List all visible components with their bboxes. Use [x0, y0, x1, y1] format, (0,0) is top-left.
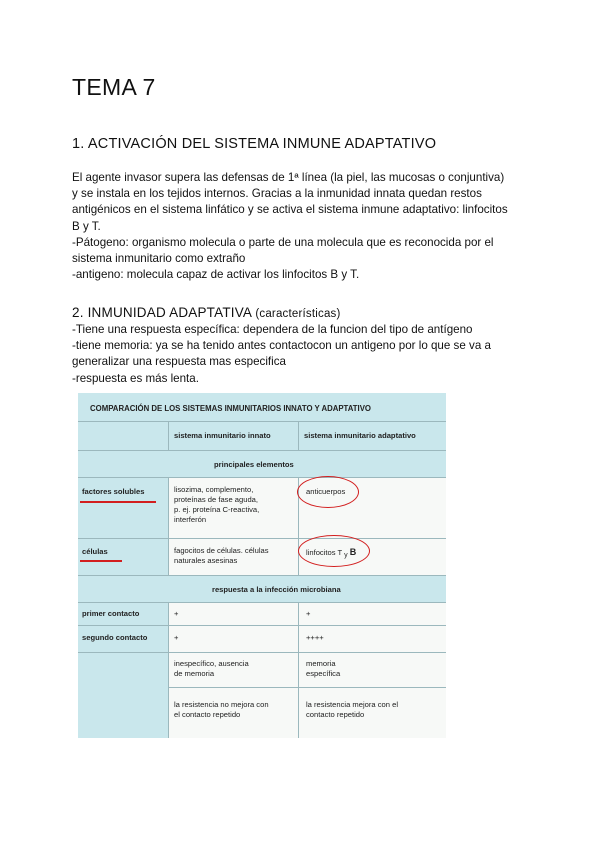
row-label-primer: primer contacto	[82, 609, 140, 618]
table-rule	[168, 421, 169, 451]
table-title: COMPARACIÓN DE LOS SISTEMAS INMUNITARIOS INNATO Y ADAPTATIVO	[90, 404, 371, 413]
cell-innato	[174, 700, 269, 720]
table-rule	[78, 538, 446, 539]
section2-heading-text: 2. INMUNIDAD ADAPTATIVA	[72, 305, 252, 320]
cell-line: lisozima, complemento,	[174, 485, 254, 494]
cell-line: memoria	[306, 659, 336, 668]
cell-adaptativo	[306, 659, 340, 679]
cell-line: la resistencia mejora con el	[306, 700, 399, 709]
table-rule	[78, 450, 446, 451]
section1-heading: 1. ACTIVACIÓN DEL SISTEMA INMUNE ADAPTATIVO	[72, 136, 437, 152]
cell-line: fagocitos de células. células	[174, 546, 269, 555]
linfocitos-text: linfocitos T	[306, 548, 343, 557]
row-label-factores: factores solubles	[82, 487, 145, 496]
text-line: El agente invasor supera las defensas de 1ª línea (la piel, las mucosas o conjuntiva)	[72, 171, 505, 184]
table-rule	[78, 421, 446, 422]
text-line: generalizar una respuesta mas especifica	[72, 355, 286, 369]
table-rule	[168, 687, 446, 688]
table-rule	[78, 477, 446, 478]
cell-innato: +	[174, 609, 179, 618]
cell-adaptativo: +	[306, 609, 311, 618]
table-rule	[298, 421, 299, 451]
table-rule	[168, 477, 169, 576]
text-line: -tiene memoria: ya se ha tenido antes contactocon un antigeno por lo que se va a	[72, 339, 491, 353]
text-line: -Pátogeno: organismo molecula o parte de una molecula que es reconocida por el	[72, 235, 494, 249]
cell-innato: +	[174, 633, 179, 642]
text-line: -Tiene una respuesta específica: dependera de la funcion del tipo de antígeno	[72, 323, 473, 336]
cell-line: contacto repetido	[306, 710, 365, 719]
red-circle-annotation	[297, 476, 359, 508]
cell-adaptativo: anticuerpos	[306, 487, 346, 496]
text-line: -respuesta es más lenta.	[72, 371, 199, 385]
table-rule	[168, 602, 169, 738]
comparison-table-image	[78, 393, 446, 738]
section2-body	[72, 322, 534, 387]
page-title: TEMA 7	[72, 74, 156, 100]
cell-adaptativo	[306, 700, 398, 720]
table-rule	[78, 602, 446, 603]
section2-heading	[72, 305, 341, 320]
col-header-adaptativo: sistema inmunitario adaptativo	[304, 431, 416, 440]
cell-line: el contacto repetido	[174, 710, 241, 719]
table-rule	[78, 575, 446, 576]
row-label-segundo: segundo contacto	[82, 633, 148, 642]
red-underline	[80, 501, 156, 503]
subheader-elementos: principales elementos	[214, 460, 294, 469]
b-letter: B	[349, 547, 357, 557]
text-line: -antigeno: molecula capaz de activar los linfocitos B y T.	[72, 268, 360, 282]
cell-line: específica	[306, 669, 341, 678]
text-line: B y T.	[72, 219, 101, 233]
text-line: y se instala en los tejidos internos. Gracias a la inmunidad innata quedan restos	[72, 187, 482, 201]
cell-innato	[174, 485, 259, 525]
table-rule	[78, 652, 446, 653]
section1-body	[72, 170, 534, 283]
cell-line: p. ej. proteína C-reactiva,	[174, 505, 260, 514]
cell-line: proteínas de fase aguda,	[174, 495, 259, 504]
cell-innato	[174, 659, 249, 679]
cell-adaptativo: ++++	[306, 633, 324, 642]
cell-line: de memoria	[174, 669, 215, 678]
section2-heading-note: (características)	[255, 308, 341, 320]
text-line: sistema inmunitario como extraño	[72, 252, 246, 266]
red-circle-annotation	[298, 535, 370, 567]
cell-line: la resistencia no mejora con	[174, 700, 269, 709]
cell-line: inespecífico, ausencia	[174, 659, 249, 668]
table-rule	[78, 625, 446, 626]
cell-innato	[174, 546, 269, 566]
row-label-celulas: células	[82, 547, 108, 556]
cell-line: naturales asesinas	[174, 556, 238, 565]
col-header-innato: sistema inmunitario innato	[174, 431, 271, 440]
text-line: antigénicos en el sistema linfático y se activa el sistema inmune adaptativo: linfocitos	[72, 203, 508, 217]
conjunction-text: y	[344, 552, 348, 559]
cell-line: interferón	[174, 515, 207, 524]
red-underline	[80, 560, 122, 562]
subheader-respuesta: respuesta a la infección microbiana	[212, 585, 341, 594]
table-rule	[298, 602, 299, 738]
